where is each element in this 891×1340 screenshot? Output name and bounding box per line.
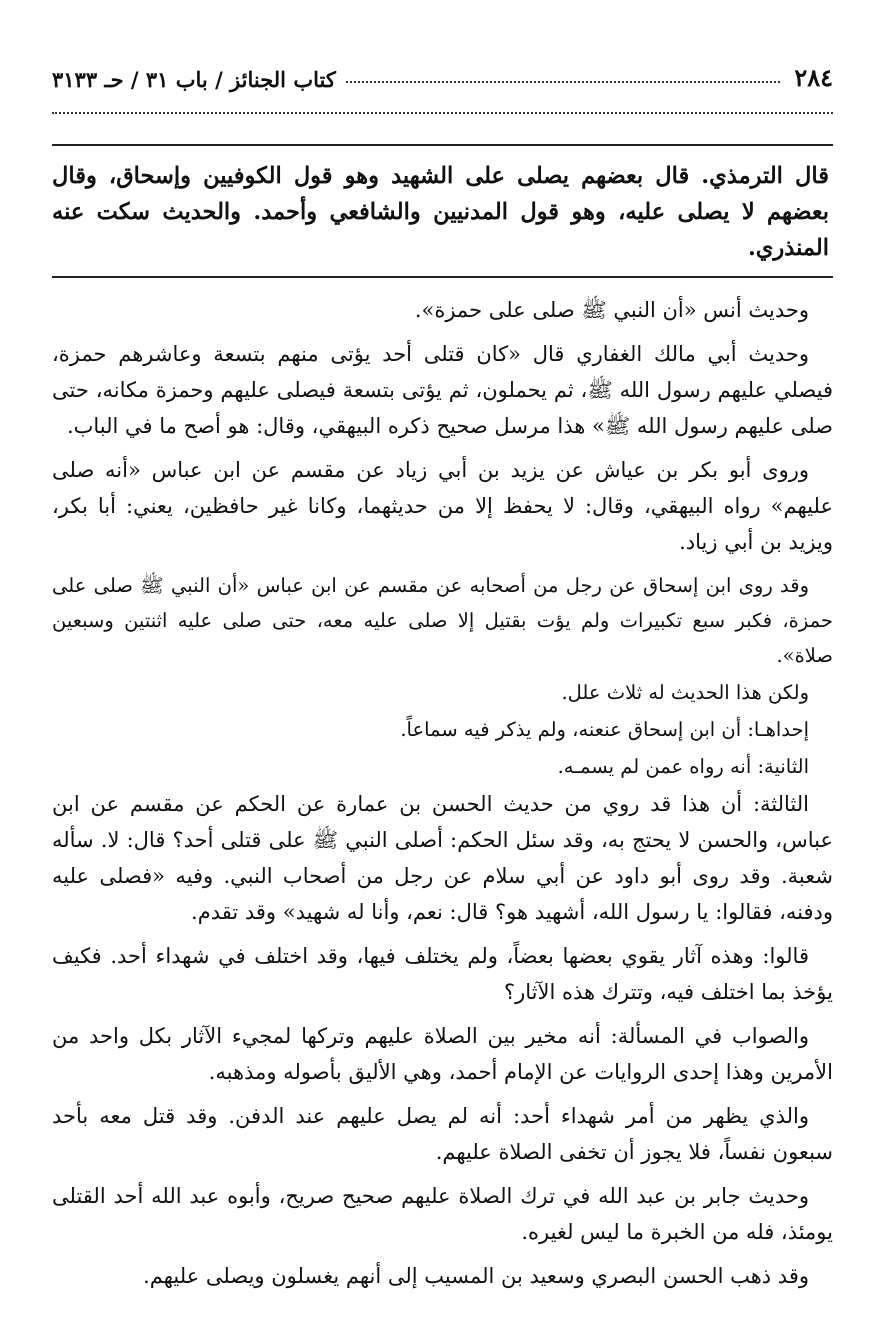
- paragraph-correct-view: والصواب في المسألة: أنه مخير بين الصلاة عليهم وتركها لمجيء الآثار بكل واحد من الأمرين وهذا إحدى الروايات عن الإمام أحمد، وهي الأليق بأصوله ومذهبه.: [52, 1024, 833, 1084]
- paragraph-ibn-ishaq: وقد روى ابن إسحاق عن رجل من أصحابه عن مقسم عن ابن عباس «أن النبي ﷺ صلى على حمزة، فكبر سبع تكبيرات ولم يؤت بقتيل إلا صلى عليه معه، حتى صلى عليه اثنتين وسبعين صلاة».: [52, 574, 833, 667]
- shaded-commentary: قال الترمذي. قال بعضهم يصلى على الشهيد وهو قول الكوفيين وإسحاق، وقال بعضهم لا يصلى عليه، وهو قول المدنيين والشافعي وأحمد. والحديث سكت عنه المنذري.: [52, 163, 829, 261]
- main-text: [52, 292, 833, 1294]
- paragraph-martyrs-uhud: والذي يظهر من أمر شهداء أحد: أنه لم يصل عليهم عند الدفن. وقد قتل معه بأحد سبعون نفساً، فلا يجوز أن تخفى الصلاة عليهم.: [52, 1104, 833, 1164]
- defect-first: إحداهـا: أن ابن إسحاق عنعنه، ولم يذكر فيه سماعاً.: [400, 718, 809, 741]
- header-dotted-line: [52, 110, 833, 114]
- defect-third: الثالثة: أن هذا قد روي من حديث الحسن بن عمارة عن الحكم عن مقسم عن ابن عباس، والحسن لا يحتج به، وقد سئل الحكم: أصلى النبي ﷺ على قتلى أحد؟ قال: لا. سأله شعبة. وقد روى أبو داود عن أبي سلام عن رجل من أصحاب النبي. وفيه «فصلى عليه ودفنه، فقالوا: يا رسول الله، أشهيد هو؟ قال: نعم، وأنا له شهيد» وقد تقدم.: [52, 792, 833, 924]
- bottom-rule: [52, 276, 833, 278]
- defect-second: الثانية: أنه رواه عمن لم يسمـه.: [557, 755, 809, 778]
- page-header: [52, 52, 833, 92]
- paragraph-abu-bakr: وروى أبو بكر بن عياش عن يزيد بن أبي زياد عن مقسم عن ابن عباس «أنه صلى عليهم» رواه البيهقي، وقال: لا يحفظ إلا من حديثهما، وكانا غير حافظين، يعني: أبا بكر، ويزيد بن أبي زياد.: [52, 458, 833, 554]
- paragraph-hasan-basri: وقد ذهب الحسن البصري وسعيد بن المسيب إلى أنهم يغسلون ويصلى عليهم.: [143, 1264, 809, 1288]
- paragraph-jabir: وحديث جابر بن عبد الله في ترك الصلاة عليهم صحيح صريح، وأبوه عبد الله أحد القتلى يومئذ، فله من الخبرة ما ليس لغيره.: [52, 1184, 833, 1244]
- header-dotted-leader: [346, 81, 781, 83]
- paragraph-abu-malik: وحديث أبي مالك الغفاري قال «كان قتلى أحد يؤتى منهم بتسعة وعاشرهم حمزة، فيصلي عليهم رسول الله ﷺ، ثم يحملون، ثم يؤتى بتسعة فيصلى عليهم وحمزة مكانه، حتى صلى عليهم رسول الله ﷺ» هذا مرسل صحيح ذكره البيهقي، وقال: هو أصح ما في الباب.: [52, 342, 833, 438]
- running-title: كتاب الجنائز / باب ٣١ / حـ ٣١٣٣: [52, 67, 336, 92]
- paragraph-anas: وحديث أنس «أن النبي ﷺ صلى على حمزة».: [414, 298, 809, 322]
- page-number: ٢٨٤: [794, 63, 833, 92]
- paragraph-they-said: قالوا: وهذه آثار يقوي بعضها بعضاً، ولم يختلف فيها، وقد اختلف في شهداء أحد. فكيف يؤخذ بما اختلف فيه، وتترك هذه الآثار؟: [52, 944, 833, 1004]
- paragraph-three-defects: ولكن هذا الحديث له ثلاث علل.: [561, 681, 809, 704]
